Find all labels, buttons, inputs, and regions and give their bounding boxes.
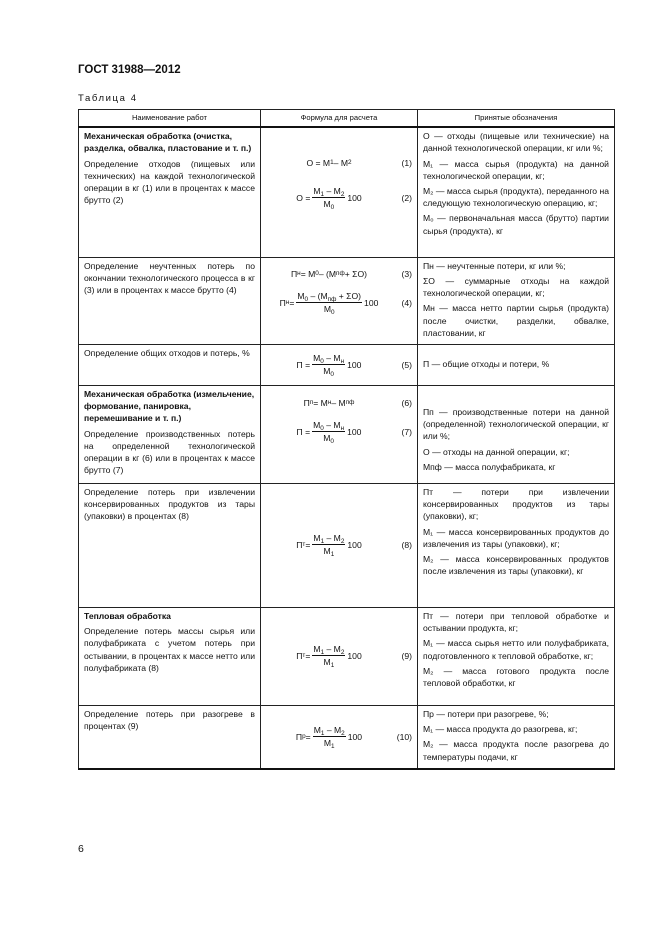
notation-item: Пт — потери при тепловой обработке и остывании продукта, кг;: [423, 610, 609, 634]
formula: П н = M 0 – (M пф + ΣО) (3): [290, 268, 412, 279]
notation-cell: [418, 607, 615, 705]
col-header-work: Наименование работ: [79, 110, 261, 128]
formula: П н = $\frac{M_0 - (M_{пф} + \Sigma О)}{M_0}$ 100 (4): [279, 290, 412, 316]
col-header-notation: Принятые обозначения: [418, 110, 615, 128]
notation-cell: [418, 344, 615, 385]
col-header-formula: Формула для расчета: [261, 110, 418, 128]
work-description: Определение производственных потерь на определенной технологической операции в кг (6) или в процентах к массе брутто (7): [84, 428, 255, 476]
table-caption: Таблица 4: [78, 93, 138, 104]
formula-number: (7): [401, 426, 412, 437]
formula: П = $\frac{M_0 - M_н}{M_0}$ 100 (7): [296, 419, 412, 445]
formula-cell: [261, 127, 418, 257]
notation-item: M₁ — масса сырья (продукта) на данной технологической операции, кг;: [423, 158, 609, 181]
formula: П т = $\frac{M_1 - M_2}{M_1}$ 100 (9): [296, 644, 412, 670]
formula-number: (2): [401, 193, 412, 204]
formula-number: (10): [396, 731, 412, 742]
notation-item: Пн — неучтенные потери, кг или %;: [423, 260, 566, 271]
section-title: Механическая обработка (измельчение, формование, панировка, перемешивание и т. п.): [84, 388, 255, 424]
work-description: Определение потерь при разогреве в процентах (9): [84, 708, 255, 732]
work-cell: [79, 257, 261, 344]
work-description: Определение потерь массы сырья или полуфабриката с учетом потерь при остывании, в процентах к массе нетто или полуфабриката (8): [84, 626, 255, 673]
formula-number: (6): [401, 397, 412, 408]
formula-cell: [261, 607, 418, 705]
table-row: [79, 705, 615, 768]
work-cell: [79, 385, 261, 483]
notation-item: M₂ — масса готового продукта после тепловой обработки, кг: [423, 665, 609, 688]
work-description: Определение неучтенных потерь по окончании технологического процесса в кг (3) или в процентах к массе брутто (4): [84, 260, 255, 296]
formula-number: (8): [401, 540, 412, 551]
work-cell: [79, 705, 261, 768]
formula-number: (1): [401, 158, 412, 169]
notation-item: Mпф — масса полуфабриката, кг: [423, 461, 556, 472]
table-row: [79, 344, 615, 385]
notation-item: M₂ — масса сырья (продукта), переданного на следующую технологическую операцию, кг;: [423, 186, 609, 209]
notation-item: Пп — производственные потери на данной (определенной) технологической операции, кг или %;: [423, 406, 609, 442]
formula-cell: [261, 705, 418, 768]
notation-item: Пр — потери при разогреве, %;: [423, 708, 549, 719]
work-description: Определение потерь при извлечении консервированных продуктов из тары (упаковки) в процентах (8): [84, 486, 255, 522]
work-cell: [79, 344, 261, 385]
formula-number: (4): [401, 297, 412, 308]
notation-item: M₁ — масса сырья нетто или полуфабриката, подготовленного к тепловой обработке, кг;: [423, 638, 609, 661]
work-cell: [79, 607, 261, 705]
table-row: [79, 483, 615, 607]
notation-item: Пт — потери при извлечении консервированных продуктов из тары (упаковки), кг;: [423, 486, 609, 522]
notation-cell: [418, 257, 615, 344]
table-row: [79, 385, 615, 483]
calculation-table: [78, 109, 615, 770]
table-header-row: [79, 110, 615, 128]
formula-cell: [261, 344, 418, 385]
notation-item: M₂ — масса консервированных продуктов после извлечения из тары (упаковки), кг: [423, 553, 609, 577]
formula: П п = M н – M пф (6): [303, 397, 412, 408]
document-header: ГОСТ 31988—2012: [78, 64, 181, 76]
notation-item: Mн — масса нетто партии сырья (продукта) после очистки, разделки, обвалке, пластовании, кг: [423, 303, 609, 338]
table-row: [79, 127, 615, 257]
notation-item: M₁ — масса консервированных продуктов до извлечения из тары (упаковки), кг;: [423, 526, 609, 549]
notation-cell: [418, 483, 615, 607]
formula: П т = $\frac{M_1 - M_2}{M_1}$ 100 (8): [296, 533, 412, 559]
notation-item: M₀ — первоначальная масса (брутто) партии сырья (продукта), кг: [423, 213, 609, 236]
notation-item: П — общие отходы и потери, %: [423, 358, 550, 369]
formula: П = $\frac{M_0 - M_н}{M_0}$ 100 (5): [296, 352, 412, 378]
formula: О = M 1 – M 2 (1): [306, 158, 412, 169]
notation-item: О — отходы на данной операции, кг;: [423, 446, 570, 457]
page-number: 6: [78, 843, 84, 855]
notation-item: О — отходы (пищевые или технические) на данной технологической операции, кг или %;: [423, 131, 609, 154]
formula: О = $\frac{M_1 - M_2}{M_0}$ 100 (2): [296, 186, 412, 212]
notation-cell: [418, 705, 615, 768]
formula-cell: [261, 483, 418, 607]
notation-cell: [418, 385, 615, 483]
formula-number: (9): [401, 651, 412, 662]
notation-item: ΣО — суммарные отходы на каждой технологической операции, кг;: [423, 275, 609, 299]
notation-item: M₂ — масса продукта после разогрева до температуры подачи, кг: [423, 739, 609, 762]
work-description: Определение отходов (пищевых или технических) на каждой технологической операции в кг (1) или в процентах к массе брутто (2): [84, 158, 255, 206]
table-row: [79, 257, 615, 344]
work-cell: [79, 127, 261, 257]
formula-cell: [261, 257, 418, 344]
formula-cell: [261, 385, 418, 483]
section-title: Тепловая обработка: [84, 610, 171, 621]
section-title: Механическая обработка (очистка, разделка, обвалка, пластование и т. п.): [84, 131, 252, 154]
formula-number: (5): [401, 359, 412, 370]
formula-number: (3): [401, 268, 412, 279]
formula: П р = $\frac{M_1 - M_2}{M_1}$ 100 (10): [295, 724, 412, 750]
table-row: [79, 607, 615, 705]
work-cell: [79, 483, 261, 607]
work-description: Определение общих отходов и потерь, %: [84, 347, 250, 358]
notation-item: M₁ — масса продукта до разогрева, кг;: [423, 724, 578, 735]
notation-cell: [418, 127, 615, 257]
